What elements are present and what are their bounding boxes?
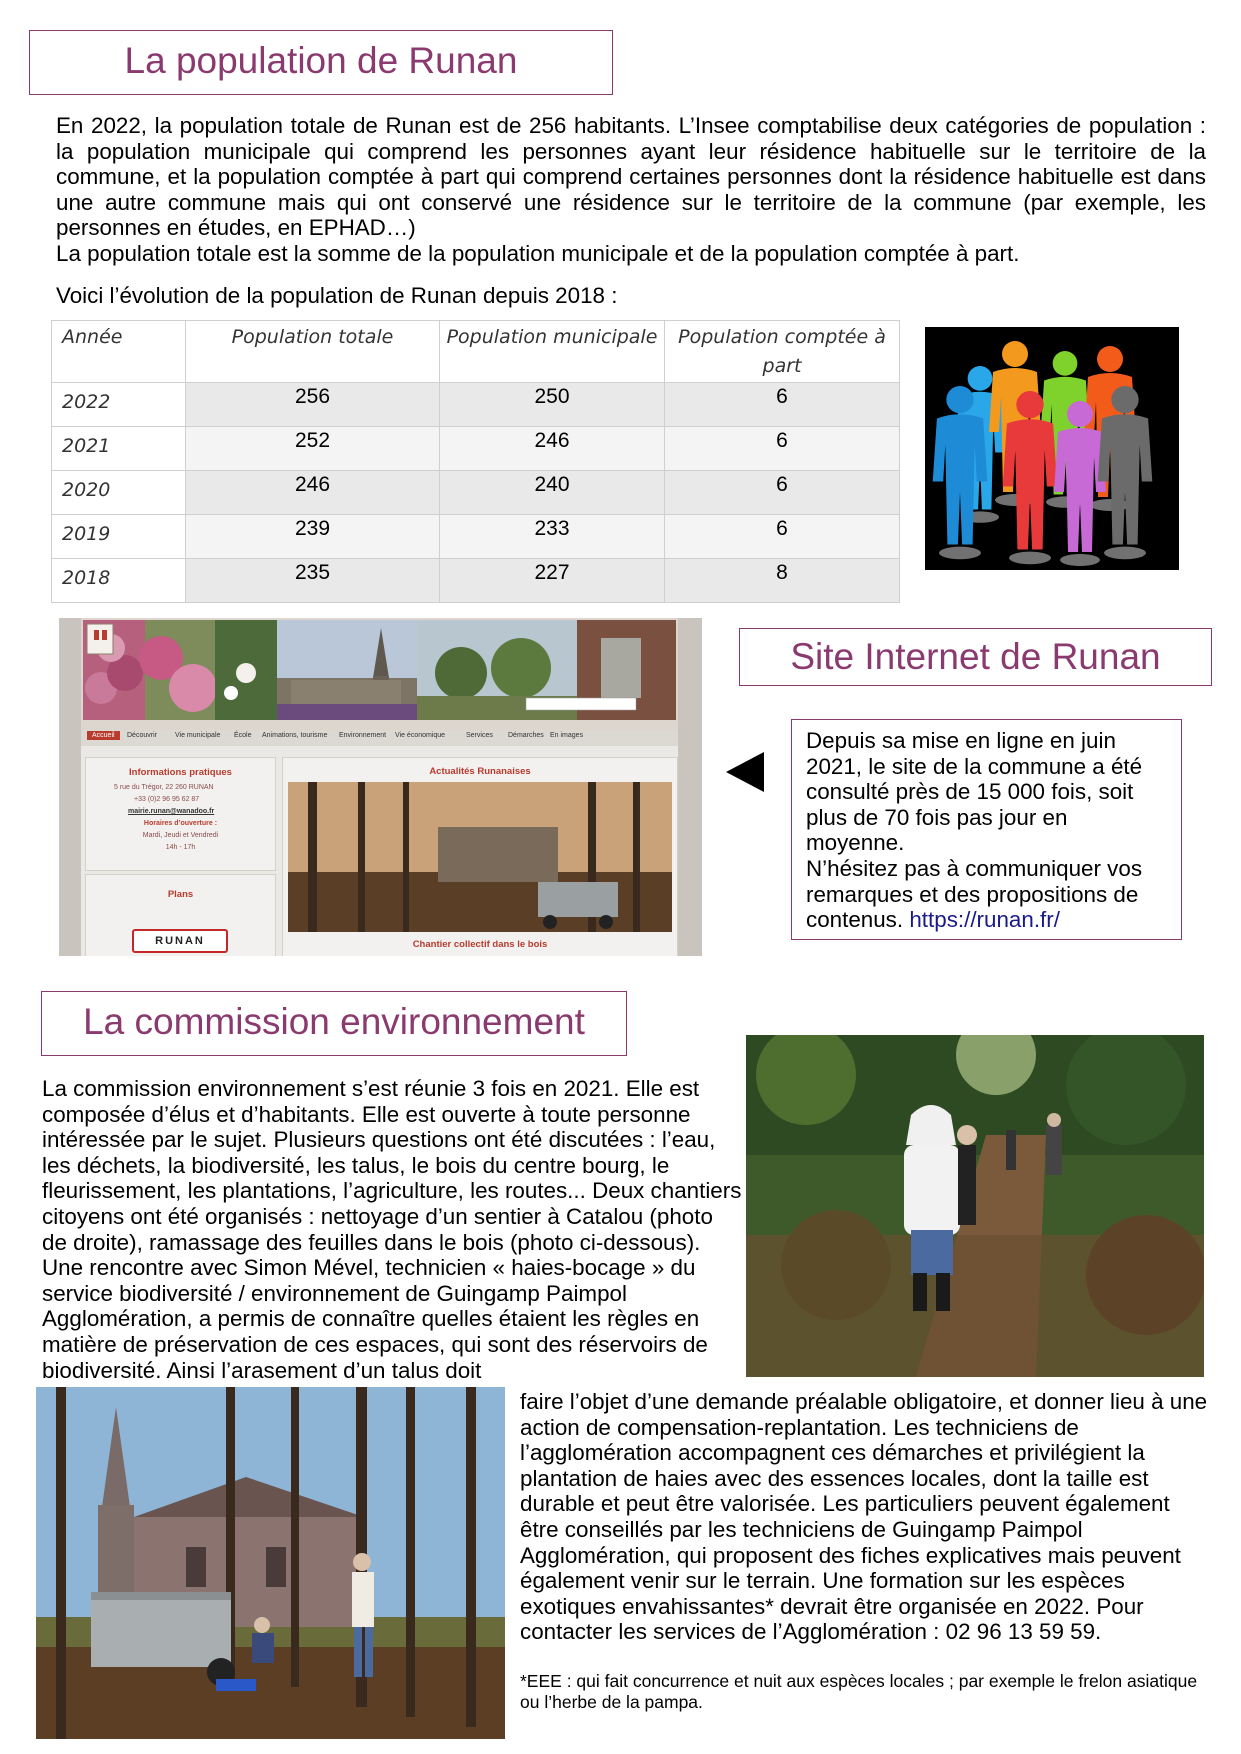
info-title: Informations pratiques [129,767,232,778]
population-intro [56,113,1206,267]
website-page [81,618,678,956]
photo-woods-leaves [36,1387,505,1739]
section-title-population: La population de Runan [29,30,613,95]
cell-municipale: 246 [440,427,665,471]
footnote: *EEE : qui fait concurrence et nuit aux espèces locales ; par exemple le frelon asiatique ou l’herbe de la pampa. [520,1671,1198,1712]
site-link[interactable]: https://runan.fr/ [909,907,1060,933]
nav-item[interactable]: Vie municipale [175,732,221,739]
info-phone: +33 (0)2 96 95 62 87 [134,796,200,803]
table-row [52,559,900,603]
nav-item[interactable]: Accueil [87,731,120,740]
people-svg [925,327,1179,570]
website-plans-box [85,874,276,956]
cell-total: 252 [186,427,440,471]
website-info-box [85,757,276,871]
section-title-commission: La commission environnement [41,991,627,1056]
nav-item[interactable]: Découvrir [127,732,157,739]
nav-item[interactable]: Environnement [339,732,387,739]
website-screenshot [59,618,702,956]
table-row [52,471,900,515]
header-total: Population totale [186,321,440,383]
cell-year: 2018 [52,559,186,603]
cell-total: 239 [186,515,440,559]
pointer-arrow-icon [726,752,764,792]
photo-catalou-svg [746,1035,1204,1377]
cell-part: 6 [665,427,900,471]
table-intro: Voici l’évolution de la population de Runan depuis 2018 : [56,283,618,308]
news-title: Actualités Runanaises [429,766,531,777]
cell-year: 2019 [52,515,186,559]
commission-text-p1: La commission environnement s’est réunie 3 fois en 2021. Elle est composée d’élus et d’habitants. Elle est ouverte à toute personne intéressée par le sujet. Plusieurs questions ont été discutées : l’eau, les déchets, la biodiversité, les talus, le bois du centre bourg, le fleurissement, les plantations, l’agriculture, les routes... Deux chantiers citoyens ont été organisés : nettoyage d’un sentier à Catalou (photo de droite), ramassage des feuilles dans le bois (photo ci-dessous). Une rencontre avec Simon Mével, technicien « haies-bocage » du service biodiversité / environnement de Guingamp Paimpol Agglomération, a permis de connaître quelles étaient les règles en matière de préservation de ces espaces, qui sont des réservoirs de biodiversité. Ainsi l’arasement d’un talus doit [42,1076,742,1383]
runan-map-button[interactable]: RUNAN [132,929,228,953]
photo-catalou-path [746,1035,1204,1377]
site-description [791,719,1182,940]
cell-municipale: 240 [440,471,665,515]
section-title-site: Site Internet de Runan [739,628,1212,686]
site-text-p2 [806,856,1169,933]
photo-woods-svg [36,1387,505,1739]
info-hours-days: Mardi, Jeudi et Vendredi [142,832,219,839]
cell-part: 6 [665,515,900,559]
website-news-box [282,757,678,956]
table-row [52,383,900,427]
nav-item[interactable]: En images [550,732,584,739]
info-email[interactable]: mairie.runan@wanadoo.fr [128,808,215,815]
news-caption: Chantier collectif dans le bois [412,939,548,950]
table-row [52,515,900,559]
cell-total: 246 [186,471,440,515]
cell-part: 8 [665,559,900,603]
header-part: Population comptée à part [665,321,900,383]
info-address: 5 rue du Trégor, 22 260 RUNAN [114,784,214,791]
header-municipale: Population municipale [440,321,665,383]
cell-municipale: 250 [440,383,665,427]
cell-year: 2022 [52,383,186,427]
cell-municipale: 227 [440,559,665,603]
cell-part: 6 [665,383,900,427]
cell-year: 2021 [52,427,186,471]
table-header-row [52,321,900,383]
cell-total: 256 [186,383,440,427]
nav-item[interactable]: Démarches [508,732,544,739]
info-hours-title: Horaires d’ouverture : [143,820,218,827]
plans-title: Plans [167,889,194,900]
population-intro-p2: La population totale est la somme de la population municipale et de la population comptée à part. [56,240,1020,266]
site-text-p1: Depuis sa mise en ligne en juin 2021, le site de la commune a été consulté près de 15 000 fois, soit plus de 70 fois pas jour en moyenne. [806,728,1143,856]
news-photo [288,782,672,932]
cell-total: 235 [186,559,440,603]
population-table [51,320,900,603]
population-intro-p1: En 2022, la population totale de Runan est de 256 habitants. L’Insee comptabilise deux catégories de population : la population municipale qui comprend les personnes ayant leur résidence habituelle sur le territoire de la commune, et la population comptée à part qui comprend certaines personnes dont la résidence habituelle est dans une autre commune mais qui ont conservé une résidence sur le territoire de la commune (par exemple, les personnes en études, en EPHAD…) [56,113,1206,241]
website-banner [81,618,678,730]
nav-item[interactable]: Services [466,732,493,739]
site-text-p2-body: N’hésitez pas à communiquer vos remarques et des propositions de contenus. [806,855,1143,933]
website-nav [81,730,678,746]
nav-item[interactable]: Animations, tourisme [262,732,328,739]
nav-item[interactable]: École [234,732,252,739]
nav-item[interactable]: Vie économique [395,732,446,739]
cell-year: 2020 [52,471,186,515]
cell-part: 6 [665,471,900,515]
header-year: Année [52,321,186,383]
people-illustration [925,327,1179,570]
info-hours-time: 14h - 17h [165,844,196,851]
table-row [52,427,900,471]
cell-municipale: 233 [440,515,665,559]
commission-text-p2: faire l’objet d’une demande préalable obligatoire, et donner lieu à une action de compensation-replantation. Les techniciens de l’agglomération accompagnent ces démarches et privilégient la plantation de haies avec des essences locales, dont la taille est durable et peut être valorisée. Les particuliers peuvent également être conseillés par les techniciens de Guingamp Paimpol Agglomération, qui proposent des fiches explicatives mais peuvent également venir sur le terrain. Une formation sur les espèces exotiques envahissantes* devrait être organisée en 2022. Pour contacter les services de l’Agglomération : 02 96 13 59 59. [520,1389,1208,1645]
